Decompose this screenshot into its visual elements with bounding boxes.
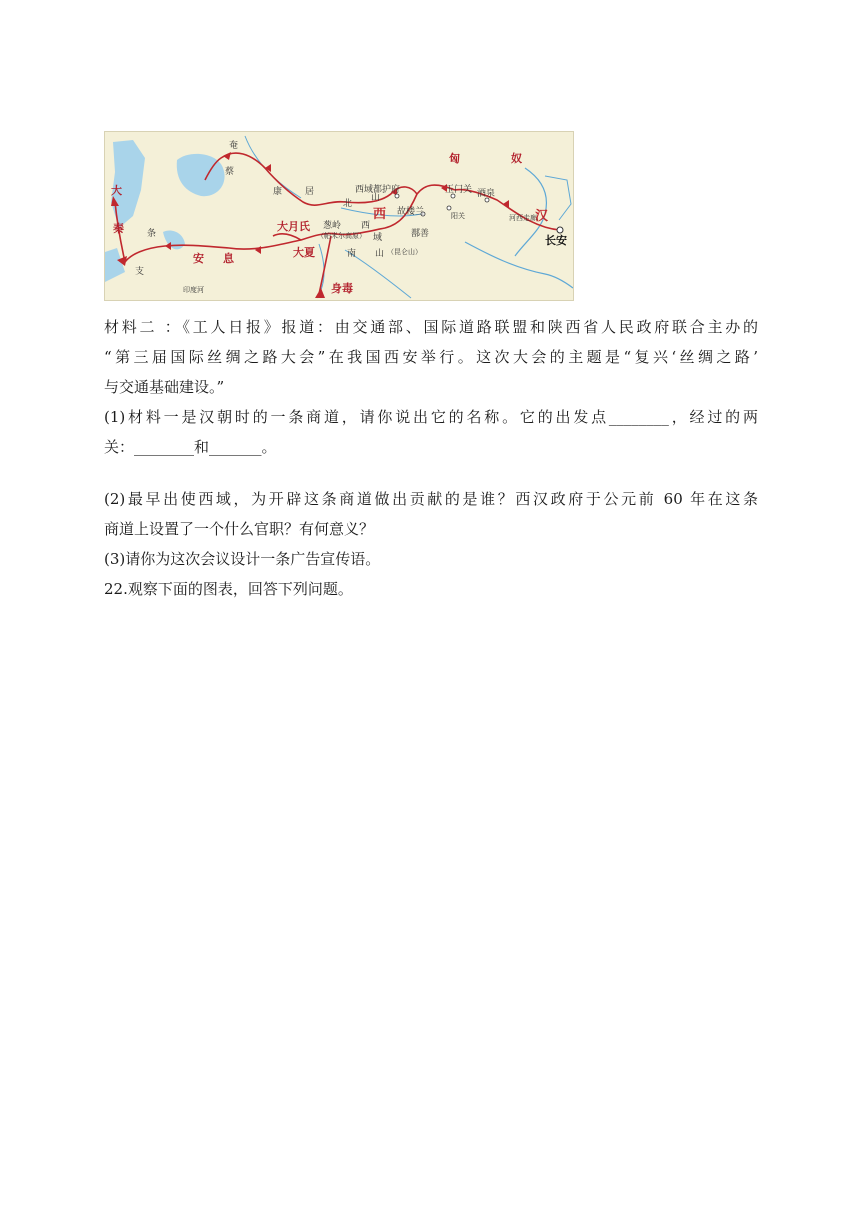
label-cai: 蔡 xyxy=(225,167,235,177)
label-daxia: 大夏 xyxy=(293,246,315,259)
label-xiongnu-2: 奴 xyxy=(511,152,522,165)
silk-road-map xyxy=(104,131,574,301)
label-zhi: 支 xyxy=(135,267,145,277)
label-gulouland: 故楼兰 xyxy=(397,207,425,217)
label-han: 汉 xyxy=(535,209,549,224)
label-qin: 秦 xyxy=(113,222,124,235)
label-jiuquan: 酒泉 xyxy=(477,189,496,199)
label-shendu: 身毒 xyxy=(331,282,353,295)
label-shanshan: 鄯善 xyxy=(411,229,430,239)
label-xiyu-duhufu: 西域都护府 xyxy=(355,185,401,195)
question-2-line-1: (2)最早出使西域，为开辟这条商道做出贡献的是谁？西汉政府于公元前 60 年在这条 xyxy=(104,490,758,508)
river-east xyxy=(545,176,571,220)
question-1-line-1: (1)材料一是汉朝时的一条商道，请你说出它的名称。它的出发点________，经过的两 xyxy=(104,408,758,426)
mediterranean xyxy=(105,248,125,282)
route-south-segment xyxy=(125,194,417,262)
label-da: 大 xyxy=(111,184,122,197)
label-xi-small: 西 xyxy=(361,221,371,231)
label-ju: 居 xyxy=(305,187,315,197)
label-yan: 奄 xyxy=(229,141,239,151)
material-two-paragraph xyxy=(104,312,758,402)
material2-line-2: “第三届国际丝绸之路大会”在我国西安举行。这次大会的主题是“复兴‘丝绸之路’ xyxy=(104,348,758,366)
route-north-segment xyxy=(205,153,455,205)
question-2-line-2: 商道上设置了一个什么官职？有何意义？ xyxy=(104,520,375,538)
arrow-north-1 xyxy=(223,152,231,160)
label-kang: 康 xyxy=(273,187,283,197)
river-yangtze xyxy=(465,242,573,288)
label-congling: 葱岭 xyxy=(323,221,342,231)
label-yangguan: 阳关 xyxy=(451,212,465,220)
label-nan: 南 xyxy=(347,249,357,259)
label-xi-big: 西 xyxy=(373,207,387,222)
question-22-line: 22.观察下面的图表，回答下列问题。 xyxy=(104,580,353,598)
label-bei: 北 xyxy=(343,199,353,209)
yangguan-marker xyxy=(447,206,451,210)
label-indus: 印度河 xyxy=(183,286,204,294)
label-changan: 长安 xyxy=(545,234,567,247)
route-to-india xyxy=(319,236,331,294)
label-shan2: 山 xyxy=(375,249,385,259)
label-shan1: 山 xyxy=(371,193,381,203)
label-yu: 域 xyxy=(373,233,383,243)
changan-marker xyxy=(557,227,563,233)
label-yumenguan: 玉门关 xyxy=(445,185,473,195)
label-kunlun: （昆仑山） xyxy=(387,248,422,256)
question-3-line: (3)请你为这次会议设计一条广告宣传语。 xyxy=(104,550,381,568)
route-dayuezhi xyxy=(273,234,301,240)
material2-line-3: 与交通基础建设。” xyxy=(104,378,225,396)
label-xiongnu-1: 匈 xyxy=(449,152,460,165)
label-congling-note: （帕米尔高原） xyxy=(317,232,366,240)
arrow-south-2 xyxy=(255,246,261,254)
label-tiao: 条 xyxy=(147,229,157,239)
material2-line-1: 材料二 ：《工人日报》报道：由交通部、国际道路联盟和陕西省人民政府联合主办的 xyxy=(104,318,758,336)
question-1 xyxy=(104,402,758,462)
label-hexi: 河西走廊 xyxy=(509,214,537,222)
question-1-line-2: 关：________和_______。 xyxy=(104,438,277,456)
label-dayuezhi: 大月氏 xyxy=(277,220,310,233)
question-3 xyxy=(104,544,758,574)
label-xi2: 息 xyxy=(223,252,234,265)
silk-road-map-svg xyxy=(105,132,573,300)
question-2 xyxy=(104,484,758,544)
question-22 xyxy=(104,574,758,604)
label-an: 安 xyxy=(193,252,204,265)
route-arrows xyxy=(111,152,509,298)
